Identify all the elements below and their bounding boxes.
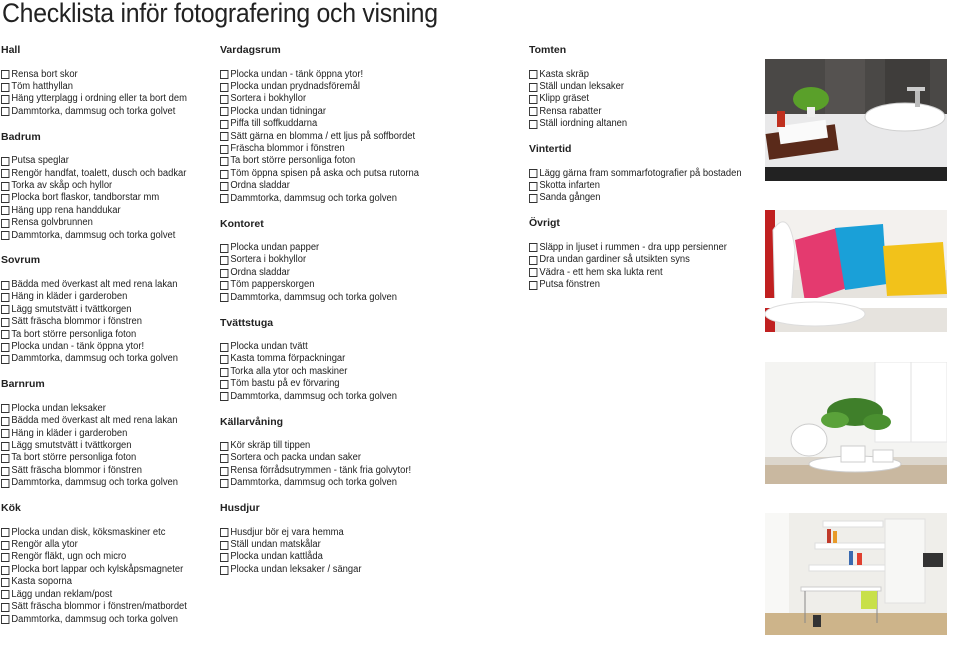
section-spacer xyxy=(529,131,759,143)
checkbox[interactable] xyxy=(1,281,9,290)
checkbox[interactable] xyxy=(1,169,9,178)
checklist-item xyxy=(1,230,198,242)
checklist-item xyxy=(220,168,502,180)
checkbox[interactable] xyxy=(220,293,228,302)
checklist-section xyxy=(1,378,211,502)
checklist-section xyxy=(220,502,520,576)
checklist-items xyxy=(529,56,759,131)
checklist-item-label: Plocka undan leksaker / sängar xyxy=(230,563,362,575)
section-heading: Husdjur xyxy=(220,502,260,515)
checklist-item-label: Dammtorka, dammsug och torka golven xyxy=(230,477,397,489)
checklist-item-label: Plocka undan prydnadsföremål xyxy=(230,80,360,92)
checklist-item-label: Sanda gången xyxy=(539,192,601,204)
section-spacer xyxy=(220,403,520,415)
checklist-item-label: Plocka bort lappar och kylskåpsmagneter xyxy=(11,563,184,575)
checklist-item-label: Kör skräp till tippen xyxy=(230,440,311,452)
checklist-column-2 xyxy=(220,44,520,576)
checklist-item xyxy=(1,81,198,93)
checkbox[interactable] xyxy=(1,70,9,79)
checklist-item-label: Plocka undan disk, köksmaskiner etc xyxy=(11,526,166,538)
checklist-section xyxy=(220,44,520,218)
checkbox[interactable] xyxy=(1,330,9,339)
checklist-item-label: Töm hatthyllan xyxy=(11,80,73,92)
section-spacer xyxy=(1,242,211,254)
checklist-item xyxy=(220,93,502,105)
checklist-section xyxy=(1,44,211,131)
section-spacer xyxy=(220,490,520,502)
checklist-item xyxy=(529,180,745,192)
checkbox[interactable] xyxy=(220,566,228,575)
checkbox[interactable] xyxy=(220,145,228,154)
checklist-item-label: Rensa golvbrunnen xyxy=(11,217,93,229)
checkbox[interactable] xyxy=(1,231,9,240)
checklist-item xyxy=(1,93,198,105)
checklist-item xyxy=(220,391,502,403)
checklist-item-label: Torka alla ytor och maskiner xyxy=(230,365,348,377)
section-spacer xyxy=(529,205,759,217)
checklist-item xyxy=(1,601,198,613)
checkbox[interactable] xyxy=(1,355,9,364)
section-heading: Barnrum xyxy=(1,378,45,391)
checkbox[interactable] xyxy=(1,417,9,426)
checklist-item xyxy=(529,81,745,93)
checklist-item xyxy=(1,106,198,118)
tea-set-photo xyxy=(765,362,947,484)
section-heading: Övrigt xyxy=(529,217,560,230)
checkbox[interactable] xyxy=(1,219,9,228)
checklist-item-label: Ta bort större personliga foton xyxy=(11,328,137,340)
checkbox[interactable] xyxy=(220,132,228,141)
checklist-section xyxy=(529,143,759,217)
checkbox[interactable] xyxy=(1,429,9,438)
checklist-item xyxy=(1,341,198,353)
checkbox[interactable] xyxy=(529,256,537,265)
checkbox[interactable] xyxy=(220,479,228,488)
checkbox[interactable] xyxy=(220,120,228,129)
checkbox[interactable] xyxy=(220,95,228,104)
checklist-item xyxy=(1,403,198,415)
checklist-section xyxy=(1,254,211,378)
checklist-item xyxy=(220,477,502,489)
checklist-item-label: Sortera och packa undan saker xyxy=(230,452,361,464)
checklist-item xyxy=(1,69,198,81)
checklist-item-label: Plocka undan tvätt xyxy=(230,341,308,353)
checkbox[interactable] xyxy=(1,615,9,624)
checklist-item-label: Bädda med överkast alt med rena lakan xyxy=(11,415,178,427)
checklist-item-label: Putsa speglar xyxy=(11,155,69,167)
checklist-item-label: Plocka undan leksaker xyxy=(11,402,106,414)
checkbox[interactable] xyxy=(220,467,228,476)
checklist-item-label: Dammtorka, dammsug och torka golven xyxy=(11,353,178,365)
checklist-item xyxy=(1,316,198,328)
checklist-item xyxy=(1,564,198,576)
checklist-item-label: Lägg gärna fram sommarfotografier på bostaden xyxy=(539,167,742,179)
checklist-column-3 xyxy=(529,44,759,291)
checklist-item xyxy=(1,155,198,167)
checklist-item xyxy=(1,440,198,452)
checklist-item-label: Dammtorka, dammsug och torka golven xyxy=(230,192,397,204)
checkbox[interactable] xyxy=(529,95,537,104)
checkbox[interactable] xyxy=(1,553,9,562)
checkbox[interactable] xyxy=(220,170,228,179)
section-heading: Källarvåning xyxy=(220,415,284,428)
checklist-item-label: Lägg smutstvätt i tvättkorgen xyxy=(11,440,132,452)
checklist-item-label: Rensa förrådsutrymmen - tänk fria golvytor! xyxy=(230,464,412,476)
checkbox[interactable] xyxy=(529,169,537,178)
checklist-item-label: Skotta infarten xyxy=(539,179,600,191)
checklist-items xyxy=(1,390,211,489)
checklist-item-label: Fräscha blommor i fönstren xyxy=(230,143,345,155)
checklist-item-label: Rengör handfat, toalett, dusch och badkar xyxy=(11,167,187,179)
checklist-item xyxy=(220,81,502,93)
checklist-item xyxy=(220,452,502,464)
checklist-item-label: Husdjur bör ej vara hemma xyxy=(230,526,344,538)
checklist-item-label: Ställ undan matskålar xyxy=(230,539,321,551)
checklist-item xyxy=(220,193,502,205)
checklist-item-label: Ordna sladdar xyxy=(230,266,290,278)
checklist-item-label: Plocka undan kattlåda xyxy=(230,551,323,563)
checklist-section xyxy=(529,44,759,143)
checkbox[interactable] xyxy=(529,120,537,129)
checklist-item-label: Dra undan gardiner så utsikten syns xyxy=(539,254,690,266)
checklist-item-label: Ta bort större personliga foton xyxy=(11,452,137,464)
checklist-item-label: Häng upp rena handdukar xyxy=(11,204,121,216)
checklist-item-label: Kasta soporna xyxy=(11,576,72,588)
checkbox[interactable] xyxy=(1,590,9,599)
section-heading: Badrum xyxy=(1,130,41,143)
checkbox[interactable] xyxy=(1,318,9,327)
checklist-item-label: Sätt gärna en blomma / ett ljus på soffbordet xyxy=(230,130,416,142)
checklist-section xyxy=(529,217,759,291)
checklist-item xyxy=(220,118,502,130)
checklist-item xyxy=(1,465,198,477)
checklist-item-label: Sortera i bokhyllor xyxy=(230,93,307,105)
checklist-item-label: Plocka bort flaskor, tandborstar mm xyxy=(11,192,160,204)
section-heading: Vardagsrum xyxy=(220,44,281,56)
checklist-item xyxy=(529,242,745,254)
checklist-item-label: Släpp in ljuset i rummen - dra upp persienner xyxy=(539,241,727,253)
checklist-item-label: Klipp gräset xyxy=(539,93,589,105)
checklist-item-label: Torka av skåp och hyllor xyxy=(11,179,113,191)
checklist-item xyxy=(529,192,745,204)
checkbox[interactable] xyxy=(220,392,228,401)
checklist-items xyxy=(1,143,211,242)
checkbox[interactable] xyxy=(220,269,228,278)
checklist-item xyxy=(1,452,198,464)
checklist-item xyxy=(1,576,198,588)
checkbox[interactable] xyxy=(220,380,228,389)
checkbox[interactable] xyxy=(220,442,228,451)
checklist-item xyxy=(1,217,198,229)
checkbox[interactable] xyxy=(1,182,9,191)
checkbox[interactable] xyxy=(1,293,9,302)
checklist-item xyxy=(529,168,745,180)
checklist-item-label: Ställ iordning altanen xyxy=(539,118,628,130)
checkbox[interactable] xyxy=(1,454,9,463)
checklist-item xyxy=(220,527,502,539)
checklist-item-label: Ta bort större personliga foton xyxy=(230,155,356,167)
checklist-items xyxy=(220,428,520,490)
checkbox[interactable] xyxy=(220,368,228,377)
checkbox[interactable] xyxy=(529,70,537,79)
checkbox[interactable] xyxy=(220,528,228,537)
checklist-item xyxy=(1,353,198,365)
checkbox[interactable] xyxy=(1,404,9,413)
checkbox[interactable] xyxy=(1,603,9,612)
checklist-item-label: Sätt fräscha blommor i fönstren/matbordet xyxy=(11,601,187,613)
checkbox[interactable] xyxy=(220,107,228,116)
checklist-item xyxy=(220,378,502,390)
checkbox[interactable] xyxy=(529,83,537,92)
checklist-item-label: Ställ undan leksaker xyxy=(539,80,624,92)
checklist-item-label: Töm papperskorgen xyxy=(230,279,315,291)
checklist-item-label: Kasta skräp xyxy=(539,68,589,80)
checklist-item-label: Dammtorka, dammsug och torka golvet xyxy=(11,105,176,117)
checklist-item xyxy=(220,155,502,167)
checkbox[interactable] xyxy=(1,541,9,550)
checkbox[interactable] xyxy=(220,256,228,265)
checklist-item-label: Lägg smutstvätt i tvättkorgen xyxy=(11,303,132,315)
section-heading: Kök xyxy=(1,502,21,515)
checkbox[interactable] xyxy=(220,553,228,562)
checklist-item xyxy=(220,180,502,192)
checkbox[interactable] xyxy=(220,70,228,79)
checklist-item xyxy=(220,106,502,118)
checklist-item-label: Ordna sladdar xyxy=(230,180,290,192)
checklist-item-label: Sätt fräscha blommor i fönstren xyxy=(11,316,142,328)
checkbox[interactable] xyxy=(1,107,9,116)
checklist-item xyxy=(220,69,502,81)
checklist-item-label: Bädda med överkast alt med rena lakan xyxy=(11,278,178,290)
section-spacer xyxy=(1,118,211,130)
checkbox[interactable] xyxy=(1,305,9,314)
checklist-item-label: Plocka undan - tänk öppna ytor! xyxy=(230,68,364,80)
checklist-item-label: Putsa fönstren xyxy=(539,278,600,290)
checklist-item-label: Plocka undan - tänk öppna ytor! xyxy=(11,341,145,353)
section-heading: Hall xyxy=(1,44,21,56)
checklist-section xyxy=(1,502,211,626)
checkbox[interactable] xyxy=(1,206,9,215)
checklist-item xyxy=(220,143,502,155)
checklist-item-label: Dammtorka, dammsug och torka golven xyxy=(230,390,397,402)
checklist-item xyxy=(220,564,502,576)
checklist-item xyxy=(1,527,198,539)
checklist-item xyxy=(220,131,502,143)
checklist-item xyxy=(1,428,198,440)
checkbox[interactable] xyxy=(220,541,228,550)
checkbox[interactable] xyxy=(1,528,9,537)
checklist-item-label: Dammtorka, dammsug och torka golven xyxy=(230,291,397,303)
checklist-item xyxy=(220,366,502,378)
checklist-item-label: Dammtorka, dammsug och torka golven xyxy=(11,613,178,625)
checkbox[interactable] xyxy=(220,194,228,203)
checklist-section xyxy=(220,317,520,416)
checklist-item-label: Rengör fläkt, ugn och micro xyxy=(11,551,127,563)
checklist-item xyxy=(1,415,198,427)
checklist-item-label: Häng ytterplagg i ordning eller ta bort dem xyxy=(11,93,187,105)
checkbox[interactable] xyxy=(1,157,9,166)
checklist-item xyxy=(529,267,745,279)
checklist-item xyxy=(529,279,745,291)
checkbox[interactable] xyxy=(220,454,228,463)
checklist-item xyxy=(220,267,502,279)
section-spacer xyxy=(220,205,520,217)
checklist-column-1 xyxy=(1,44,211,626)
checklist-item-label: Rensa bort skor xyxy=(11,68,78,80)
checklist-item xyxy=(1,168,198,180)
checklist-item-label: Rengör alla ytor xyxy=(11,539,78,551)
checklist-item xyxy=(1,614,198,626)
checklist-items xyxy=(220,514,520,576)
section-spacer xyxy=(1,490,211,502)
checklist-item xyxy=(220,440,502,452)
checklist-item xyxy=(220,279,502,291)
checklist-item xyxy=(529,69,745,81)
checklist-item xyxy=(220,292,502,304)
checkbox[interactable] xyxy=(1,194,9,203)
bathroom-photo xyxy=(765,59,947,181)
checklist-item-label: Lägg undan reklam/post xyxy=(11,588,113,600)
checkbox[interactable] xyxy=(220,83,228,92)
checklist-item xyxy=(1,192,198,204)
checklist-item xyxy=(1,589,198,601)
checklist-items xyxy=(220,230,520,305)
checklist-items xyxy=(220,56,520,205)
sofa-photo xyxy=(765,210,947,332)
checklist-item xyxy=(220,539,502,551)
checkbox[interactable] xyxy=(529,281,537,290)
checklist-item xyxy=(1,539,198,551)
checkbox[interactable] xyxy=(1,566,9,575)
checkbox[interactable] xyxy=(1,578,9,587)
page-title: Checklista inför fotografering och visning xyxy=(2,0,438,28)
checklist-item xyxy=(220,353,502,365)
checklist-item-label: Plocka undan papper xyxy=(230,242,320,254)
checklist-item-label: Sätt fräscha blommor i fönstren xyxy=(11,464,142,476)
checklist-item xyxy=(220,242,502,254)
checklist-section xyxy=(1,131,211,255)
checklist-items xyxy=(529,155,759,205)
checkbox[interactable] xyxy=(1,343,9,352)
checklist-item xyxy=(529,254,745,266)
section-heading: Tomten xyxy=(529,44,567,56)
checkbox[interactable] xyxy=(220,157,228,166)
checklist-item xyxy=(1,291,198,303)
checklist-item xyxy=(1,279,198,291)
checklist-item-label: Kasta tomma förpackningar xyxy=(230,353,346,365)
checklist-item-label: Dammtorka, dammsug och torka golvet xyxy=(11,229,176,241)
checklist-item xyxy=(529,118,745,130)
checklist-item xyxy=(1,477,198,489)
checklist-item-label: Dammtorka, dammsug och torka golven xyxy=(11,477,178,489)
checklist-item xyxy=(529,106,745,118)
checklist-item xyxy=(220,254,502,266)
checklist-item-label: Vädra - ett hem ska lukta rent xyxy=(539,266,663,278)
checklist-section xyxy=(220,416,520,503)
office-photo xyxy=(765,513,947,635)
checkbox[interactable] xyxy=(529,194,537,203)
checklist-items xyxy=(529,229,759,291)
checkbox[interactable] xyxy=(529,268,537,277)
checkbox[interactable] xyxy=(220,182,228,191)
checkbox[interactable] xyxy=(220,281,228,290)
checkbox[interactable] xyxy=(1,442,9,451)
section-heading: Sovrum xyxy=(1,254,41,267)
checklist-item-label: Töm bastu på ev förvaring xyxy=(230,378,340,390)
checklist-item-label: Sortera i bokhyllor xyxy=(230,254,307,266)
section-spacer xyxy=(1,366,211,378)
checklist-item xyxy=(1,304,198,316)
checklist-item xyxy=(1,180,198,192)
checklist-item xyxy=(1,551,198,563)
checklist-items xyxy=(1,56,211,118)
checklist-item-label: Plocka undan tidningar xyxy=(230,105,326,117)
checkbox[interactable] xyxy=(220,355,228,364)
checklist-item xyxy=(1,205,198,217)
section-spacer xyxy=(220,304,520,316)
checkbox[interactable] xyxy=(220,244,228,253)
section-heading: Tvättstuga xyxy=(220,316,274,329)
section-heading: Kontoret xyxy=(220,217,264,230)
checklist-items xyxy=(1,266,211,365)
checkbox[interactable] xyxy=(1,467,9,476)
checklist-items xyxy=(220,329,520,404)
checklist-item xyxy=(220,465,502,477)
checklist-item xyxy=(1,329,198,341)
checklist-item-label: Töm öppna spisen på aska och putsa rutorna xyxy=(230,167,419,179)
checklist-item-label: Häng in kläder i garderoben xyxy=(11,291,128,303)
checklist-item xyxy=(220,551,502,563)
checklist-item-label: Piffa till soffkuddarna xyxy=(230,118,318,130)
checkbox[interactable] xyxy=(1,95,9,104)
checklist-items xyxy=(1,514,211,626)
checklist-section xyxy=(220,218,520,317)
checkbox[interactable] xyxy=(529,243,537,252)
checkbox[interactable] xyxy=(220,343,228,352)
checklist-item xyxy=(529,93,745,105)
checkbox[interactable] xyxy=(529,107,537,116)
checkbox[interactable] xyxy=(1,479,9,488)
checklist-item xyxy=(220,341,502,353)
checklist-item-label: Rensa rabatter xyxy=(539,105,602,117)
section-heading: Vintertid xyxy=(529,143,572,155)
checklist-item-label: Häng in kläder i garderoben xyxy=(11,427,128,439)
checkbox[interactable] xyxy=(1,83,9,92)
checkbox[interactable] xyxy=(529,182,537,191)
